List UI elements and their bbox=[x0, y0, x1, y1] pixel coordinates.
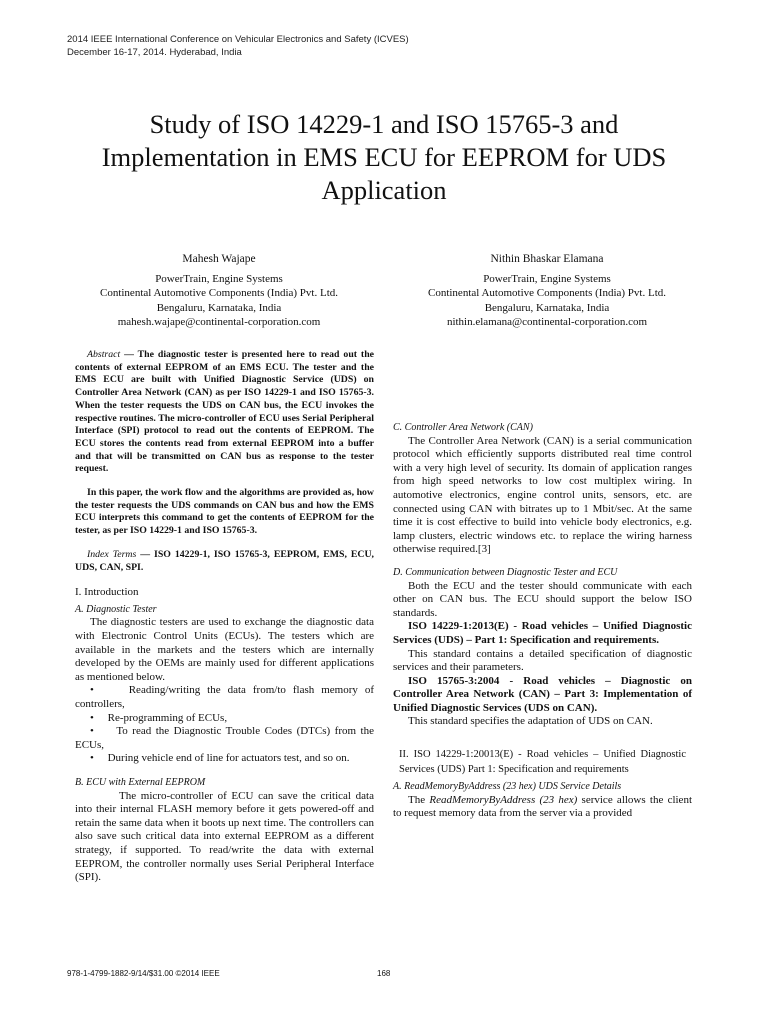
standard-iso-15765: ISO 15765-3:2004 - Road vehicles – Diagnostic on Controller Area Network (CAN) – Part 3: Implementation of Unified Diagnostic Services (UDS on CAN). bbox=[393, 674, 692, 714]
paragraph-ecu-eeprom: The micro-controller of ECU can save the critical data into their internal FLASH memory before it gets powered-off and retain the same data when it boots up next time. The controllers can also save such critical data into external EEPROM as a different strategy, if supported. To read/write the data with external EEPROM, the controller normally uses Serial Peripheral Interface (SPI). bbox=[75, 789, 374, 884]
section-heading-introduction: I. Introduction bbox=[75, 586, 139, 599]
footer-isbn: 978-1-4799-1882-9/14/$31.00 ©2014 IEEE bbox=[67, 969, 220, 978]
abstract-paragraph-2: In this paper, the work flow and the algorithms are provided as, how the tester requests the UDS commands on CAN bus and how the EMS ECU interprets this command to get the contents of EEPROM for the tester, as per ISO 14229-1 and ISO 15765-3. bbox=[75, 487, 374, 537]
paragraph-diagnostic-tester: The diagnostic testers are used to exchange the diagnostic data with Electronic Control Units (ECUs). The testers which are available in the markets and the testers which are internally developed by the OEMs are mainly used for different applications as mentioned below. bbox=[75, 616, 374, 683]
index-terms-text: — ISO 14229-1, ISO 15765-3, EEPROM, EMS, ECU, UDS, CAN, SPI. bbox=[75, 548, 374, 573]
subsection-heading-d: D. Communication between Diagnostic Tester and ECU bbox=[393, 566, 618, 578]
title-line-1: Study of ISO 14229-1 and ISO 15765-3 and bbox=[149, 109, 619, 139]
list-item: • To read the Diagnostic Trouble Codes (DTCs) from the ECUs, bbox=[75, 725, 374, 751]
section-heading-uds: II. ISO 14229-1:20013(E) - Road vehicles – Unified Diagnostic Services (UDS) Part 1: Specification and requirements bbox=[399, 749, 686, 776]
author-block-1 bbox=[54, 252, 384, 330]
list-item-text: During vehicle end of line for actuators test, and so on. bbox=[107, 752, 350, 765]
subsection-heading-a: A. Diagnostic Tester bbox=[75, 603, 157, 615]
subsection-heading-b: B. ECU with External EEPROM bbox=[75, 776, 206, 788]
author-email: nithin.elamana@continental-corporation.com bbox=[446, 316, 648, 328]
list-item-text: To read the Diagnostic Trouble Codes (DTCs) from the ECUs, bbox=[75, 725, 374, 751]
author-dept: PowerTrain, Engine Systems bbox=[483, 272, 611, 285]
paper-title bbox=[60, 108, 708, 207]
title-line-2: Implementation in EMS ECU for EEPROM for UDS bbox=[101, 142, 667, 172]
author-name: Nithin Bhaskar Elamana bbox=[490, 253, 604, 265]
paragraph-communication: Both the ECU and the tester should communicate with each other on CAN bus. The ECU should support the below ISO standards. bbox=[393, 579, 692, 619]
author-name: Mahesh Wajape bbox=[182, 253, 256, 265]
paragraph-text: service allows the client to request memory data from the server via a provided bbox=[393, 793, 692, 820]
left-column bbox=[75, 349, 374, 885]
conference-date: December 16-17, 2014. Hyderabad, India bbox=[67, 47, 242, 58]
right-column bbox=[393, 349, 692, 821]
list-item: • Reading/writing the data from/to flash memory of controllers, bbox=[75, 684, 374, 710]
conference-header bbox=[67, 33, 409, 59]
page-number: 168 bbox=[377, 969, 391, 978]
list-item-text: Reading/writing the data from/to flash memory of controllers, bbox=[75, 684, 374, 710]
paragraph-text: The bbox=[408, 793, 430, 806]
conference-name: 2014 IEEE International Conference on Vehicular Electronics and Safety (ICVES) bbox=[67, 34, 409, 45]
list-item: • During vehicle end of line for actuators test, and so on. bbox=[90, 752, 350, 765]
index-terms-label: Index Terms bbox=[87, 548, 137, 560]
paragraph-iso-14229: This standard contains a detailed specification of diagnostic services and their parameters. bbox=[393, 647, 692, 674]
paragraph-can: The Controller Area Network (CAN) is a serial communication protocol which efficiently supports distributed real time control with a very high level of security. Its domain of application ranges from high speed networks to low cost multiplex wiring. In automotive electronics, engine control units, sensors, etc. are connected using CAN with bitrates up to 1 Mbit/sec. At the same time it is cost effective to build into vehicle body electronics, e.g. lamp clusters, electric windows etc. to replace the wiring harness otherwise required.[3] bbox=[393, 434, 692, 556]
title-line-3: Application bbox=[321, 175, 447, 205]
standard-iso-14229: ISO 14229-1:2013(E) - Road vehicles – Unified Diagnostic Services (UDS) – Part 1: Specification and requirements. bbox=[393, 620, 692, 646]
paragraph-readmemory bbox=[393, 794, 692, 821]
author-city: Bengaluru, Karnataka, India bbox=[156, 301, 282, 314]
service-name: ReadMemoryByAddress (23 hex) bbox=[429, 793, 578, 806]
list-item-text: Re-programming of ECUs, bbox=[107, 711, 228, 724]
author-block-2 bbox=[382, 252, 712, 330]
subsection-heading-readmemory: A. ReadMemoryByAddress (23 hex) UDS Service Details bbox=[393, 781, 622, 793]
abstract bbox=[75, 349, 374, 476]
author-org: Continental Automotive Components (India) Pvt. Ltd. bbox=[99, 287, 338, 299]
author-email: mahesh.wajape@continental-corporation.com bbox=[117, 316, 321, 328]
author-dept: PowerTrain, Engine Systems bbox=[155, 272, 283, 285]
index-terms bbox=[75, 549, 374, 574]
subsection-heading-c: C. Controller Area Network (CAN) bbox=[393, 422, 533, 433]
abstract-text: — The diagnostic tester is presented here to read out the contents of external EEPROM of an EMS ECU. The tester and the EMS ECU are built with Unified Diagnostic Service (UDS) on Controller Area Network (CAN) as per ISO 14229-1 and ISO 15765-3. When the tester requests the UDS on CAN bus, the ECU invokes the respective routines. The micro-controller of ECU uses Serial Peripheral Interface (SPI) protocol to read out the contents of EEPROM. The ECU stores the contents read from external EEPROM into a buffer and that will be transmitted on CAN bus as response to the tester request. bbox=[75, 349, 374, 475]
author-city: Bengaluru, Karnataka, India bbox=[484, 301, 610, 314]
list-item: • Re-programming of ECUs, bbox=[90, 711, 228, 724]
abstract-label: Abstract bbox=[87, 349, 121, 360]
author-org: Continental Automotive Components (India) Pvt. Ltd. bbox=[427, 287, 666, 299]
paragraph-iso-15765: This standard specifies the adaptation of UDS on CAN. bbox=[408, 715, 653, 728]
